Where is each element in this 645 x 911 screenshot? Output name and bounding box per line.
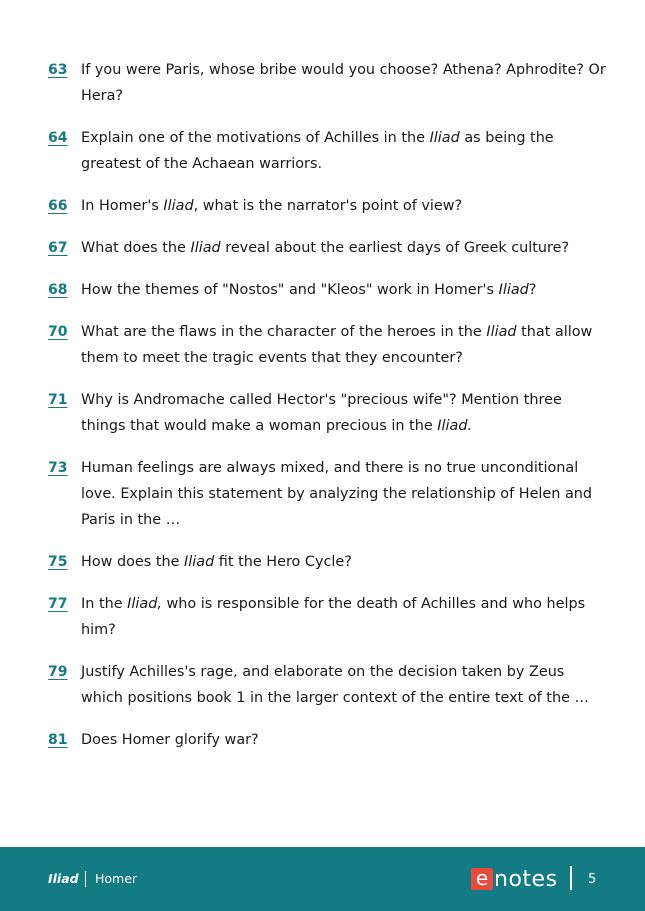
text-segment: In the <box>81 596 128 612</box>
text-segment: Explain one of the motivations of Achilles in the <box>81 130 430 146</box>
question-number-link[interactable]: 67 <box>48 240 68 256</box>
page-number: 5 <box>588 872 597 887</box>
question-item <box>48 387 608 439</box>
question-item <box>48 549 608 575</box>
logo-wordmark: notes <box>494 866 558 892</box>
italic-title: Iliad <box>184 554 215 570</box>
question-text <box>81 193 462 219</box>
text-segment: Human feelings are always mixed, and there is no true unconditional love. Explain this statement by analyzing the relationship of Helen and Paris in the … <box>81 460 593 528</box>
footer-book-title: Iliad <box>48 871 79 886</box>
italic-title: Iliad, <box>127 596 162 612</box>
question-number-link[interactable]: 81 <box>48 732 68 748</box>
italic-title: Iliad <box>163 198 194 214</box>
text-segment: reveal about the earliest days of Greek culture? <box>220 240 570 256</box>
footer-author: Homer <box>95 871 138 886</box>
question-text <box>81 727 259 753</box>
question-number-link[interactable]: 75 <box>48 554 68 570</box>
question-number-link[interactable]: 73 <box>48 460 68 476</box>
question-text <box>81 277 536 303</box>
question-item <box>48 277 608 303</box>
text-segment: fit the Hero Cycle? <box>214 554 352 570</box>
italic-title: Iliad <box>498 282 529 298</box>
question-text <box>81 549 352 575</box>
question-number-link[interactable]: 79 <box>48 664 68 680</box>
enotes-logo <box>471 866 558 892</box>
question-item <box>48 57 608 109</box>
text-segment: How the themes of "Nostos" and "Kleos" work in Homer's <box>81 282 499 298</box>
question-number-link[interactable]: 68 <box>48 282 68 298</box>
text-segment: Justify Achilles's rage, and elaborate on the decision taken by Zeus which positions book 1 in the larger context of the entire text of the … <box>81 664 589 706</box>
text-segment: ? <box>528 282 537 298</box>
text-segment: If you were Paris, whose bribe would you choose? Athena? Aphrodite? Or Hera? <box>81 62 606 104</box>
question-number-link[interactable]: 77 <box>48 596 68 612</box>
question-text <box>81 387 608 439</box>
question-number-link[interactable]: 70 <box>48 324 68 340</box>
text-segment: as being the greatest of the Achaean warriors. <box>81 130 554 172</box>
question-item <box>48 125 608 177</box>
text-segment: What are the flaws in the character of the heroes in the <box>81 324 487 340</box>
question-text <box>81 455 608 533</box>
question-list <box>48 57 608 769</box>
italic-title: Iliad <box>486 324 517 340</box>
question-item <box>48 193 608 219</box>
question-item <box>48 659 608 711</box>
text-segment: In Homer's <box>81 198 164 214</box>
text-segment: Does Homer glorify war? <box>81 732 259 748</box>
question-item <box>48 591 608 643</box>
page-footer <box>0 847 645 911</box>
text-segment: What does the <box>81 240 191 256</box>
question-number-link[interactable]: 63 <box>48 62 68 78</box>
footer-divider-right <box>570 866 572 890</box>
question-number-link[interactable]: 64 <box>48 130 68 146</box>
text-segment: , what is the narrator's point of view? <box>193 198 463 214</box>
text-segment: Why is Andromache called Hector's "precious wife"? Mention three things that would make a woman precious in the <box>81 392 562 434</box>
text-segment: How does the <box>81 554 185 570</box>
text-segment: that allow them to meet the tragic events that they encounter? <box>81 324 593 366</box>
question-number-link[interactable]: 71 <box>48 392 68 408</box>
question-text <box>81 235 569 261</box>
question-text <box>81 591 608 643</box>
question-text <box>81 319 608 371</box>
question-number-link[interactable]: 66 <box>48 198 68 214</box>
question-text <box>81 125 608 177</box>
question-item <box>48 319 608 371</box>
question-text <box>81 659 608 711</box>
footer-divider <box>85 871 86 887</box>
question-item <box>48 455 608 533</box>
question-text <box>81 57 608 109</box>
question-item <box>48 727 608 753</box>
text-segment: who is responsible for the death of Achilles and who helps him? <box>81 596 586 638</box>
italic-title: Iliad <box>190 240 221 256</box>
italic-title: Iliad. <box>437 418 473 434</box>
question-item <box>48 235 608 261</box>
logo-e-icon: e <box>471 868 493 890</box>
italic-title: Iliad <box>429 130 460 146</box>
